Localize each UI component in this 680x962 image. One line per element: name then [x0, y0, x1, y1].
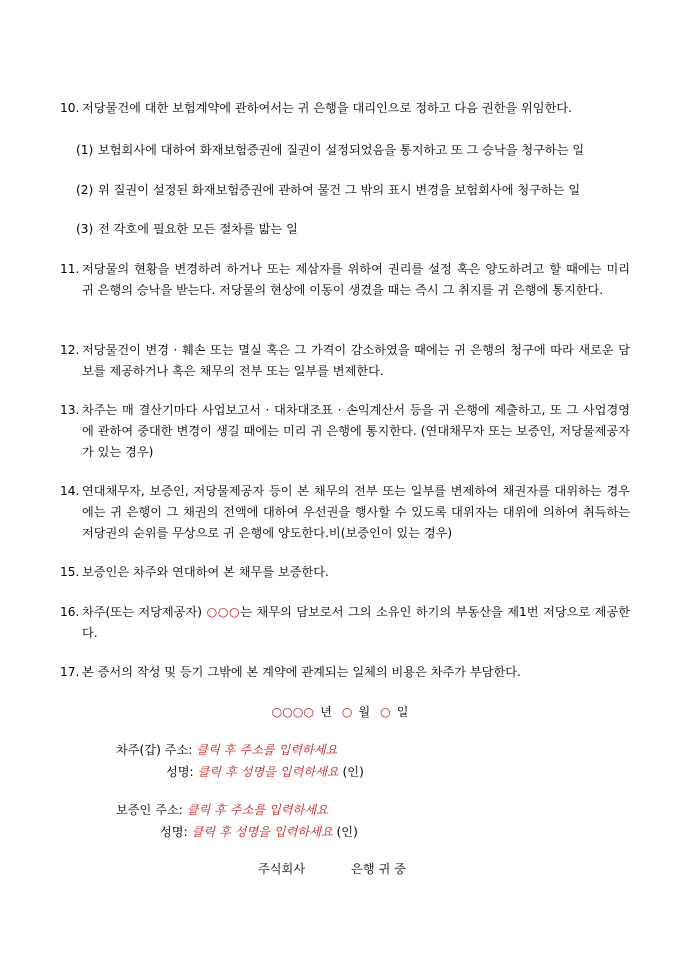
year-unit: 년: [320, 705, 332, 719]
clause-number: 12.: [60, 343, 80, 357]
borrower-address-field[interactable]: 클릭 후 주소를 입력하세요: [196, 743, 338, 757]
borrower-name-row: [166, 762, 364, 782]
guarantor-address-label: 보증인 주소:: [116, 803, 183, 817]
clause-10-item-2: [76, 180, 622, 201]
clause-text: 보증인은 차주와 연대하여 본 채무를 보증한다.: [82, 565, 329, 579]
clause-10-item-3: [76, 219, 622, 240]
item-number: (1): [76, 143, 94, 157]
item-number: (3): [76, 222, 94, 236]
recipient-bank: 은행 귀 중: [351, 862, 406, 876]
clause-text: 연대채무자, 보증인, 저당물제공자 등이 본 채무의 전부 또는 일부를 변제하여 채권자를 대위하는 경우에는 귀 은행이 그 채권의 전액에 대하여 우선권을 행사할 수 있도록 대위자는 대위에 의하여 취득하는 저당권의 순위를 무상으로 귀 은행에 양도한다.비(보증인이 있는 경우): [82, 484, 630, 540]
guarantor-name-field[interactable]: 클릭 후 성명을 입력하세요: [191, 825, 333, 839]
owner-placeholder[interactable]: ○○○: [206, 605, 241, 619]
contract-date: [0, 703, 680, 720]
clause-17: [60, 662, 630, 683]
borrower-name-field[interactable]: 클릭 후 성명을 입력하세요: [197, 765, 339, 779]
clause-text: 차주는 매 결산기마다 사업보고서 · 대차대조표 · 손익계산서 등을 귀 은행에 제출하고, 또 그 사업경영에 관하여 중대한 변경이 생길 때에는 미리 귀 은행에 통지한다. (연대채무자 또는 보증인, 저당물제공자가 있는 경우): [82, 403, 630, 459]
day-placeholder[interactable]: ○: [380, 705, 391, 719]
clause-number: 10.: [60, 101, 80, 115]
borrower-address-row: [116, 740, 337, 760]
clause-text: [82, 602, 630, 644]
day-unit: 일: [396, 705, 409, 719]
clause-number: 16.: [60, 605, 80, 619]
clause-number: 17.: [60, 665, 80, 679]
borrower-name-label: 성명:: [166, 765, 194, 779]
clause-text: 저당물의 현황을 변경하려 하거나 또는 제삼자를 위하여 권리를 설정 혹은 양도하려고 할 때에는 미리 귀 은행의 승낙을 받는다. 저당물의 현상에 이동이 생겼을 때는 즉시 그 취지를 귀 은행에 통지한다.: [82, 262, 630, 297]
month-unit: 월: [358, 705, 371, 719]
borrower-address-label: 차주(갑) 주소:: [116, 743, 193, 757]
item-number: (2): [76, 183, 94, 197]
month-placeholder[interactable]: ○: [341, 705, 353, 719]
guarantor-address-row: [116, 800, 328, 820]
guarantor-name-label: 성명:: [160, 825, 188, 839]
clause-11: [60, 259, 630, 301]
clause-text-after: 는 채무의 담보로서 그의 소유인 하기의 부동산을 제1번 저당으로 제공한다.: [82, 605, 630, 640]
item-text: 보험회사에 대하여 화재보험증권에 질권이 설정되었음을 통지하고 또 그 승낙을 청구하는 일: [98, 143, 585, 157]
clause-number: 15.: [60, 565, 80, 579]
clause-text: 저당물건이 변경 · 훼손 또는 멸실 혹은 그 가격이 감소하였을 때에는 귀 은행의 청구에 따라 새로운 담보를 제공하거나 혹은 채무의 전부 또는 일부를 변제한다.: [82, 343, 630, 378]
clause-text-before: 차주(또는 저당제공자): [82, 605, 207, 619]
recipient-company: 주식회사: [258, 862, 306, 876]
clause-15: [60, 562, 630, 583]
clause-13: [60, 400, 630, 463]
guarantor-seal: (인): [336, 825, 358, 839]
clause-14: [60, 481, 630, 544]
clause-number: 14.: [60, 484, 80, 498]
year-placeholder[interactable]: ○○○○: [271, 705, 315, 719]
guarantor-name-row: [160, 822, 358, 842]
guarantor-address-field[interactable]: 클릭 후 주소를 입력하세요: [186, 803, 328, 817]
item-text: 위 질권이 설정된 화재보험증권에 관하여 물건 그 밖의 표시 변경을 보험회사에 청구하는 일: [98, 183, 581, 197]
clause-16: [60, 602, 630, 644]
borrower-seal: (인): [342, 765, 364, 779]
clause-10: [60, 98, 630, 119]
clause-number: 11.: [60, 262, 80, 276]
clause-12: [60, 340, 630, 382]
clause-10-item-1: [76, 140, 622, 161]
item-text: 전 각호에 필요한 모든 절차를 밟는 일: [98, 222, 298, 236]
clause-number: 13.: [60, 403, 80, 417]
recipient-line: [258, 860, 406, 877]
clause-text: 본 증서의 작성 및 등기 그밖에 본 계약에 관계되는 일체의 비용은 차주가 부담한다.: [82, 665, 521, 679]
clause-text: 저당물건에 대한 보험계약에 관하여서는 귀 은행을 대리인으로 정하고 다음 권한을 위임한다.: [82, 101, 572, 115]
